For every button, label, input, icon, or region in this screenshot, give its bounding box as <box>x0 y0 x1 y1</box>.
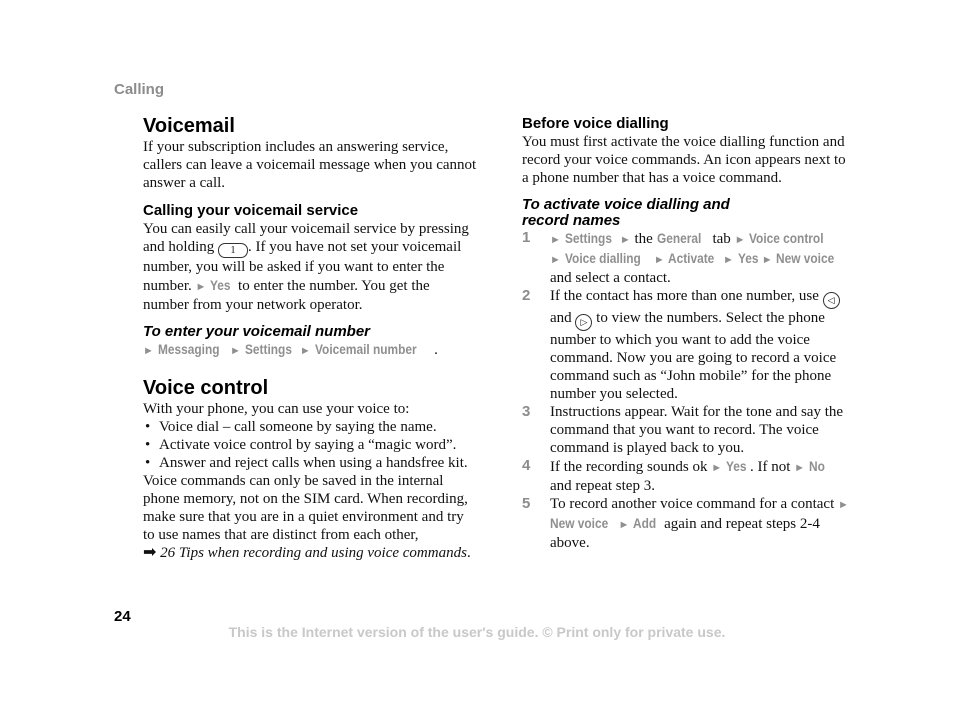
nav-voice-control: Voice control <box>749 230 824 246</box>
menu-arrow-icon: ► <box>143 345 154 357</box>
left-column <box>143 114 478 562</box>
voicemail-heading: Voicemail <box>143 115 235 137</box>
step-item: 5 To record another voice command for a contact ► New voice ► Add again and repeat steps 2-4 above. <box>522 495 849 551</box>
step-number: 4 <box>522 457 531 474</box>
enter-voicemail-path: ► Messaging ► Settings ► Voicemail number . <box>143 341 438 358</box>
step-number: 2 <box>522 287 531 304</box>
nav-general: General <box>656 230 701 246</box>
before-voice-dialling-heading: Before voice dialling <box>522 115 669 132</box>
voice-control-heading: Voice control <box>143 377 269 399</box>
voice-control-list <box>143 418 478 472</box>
menu-arrow-icon: ► <box>653 254 665 266</box>
nav-messaging: Messaging <box>157 341 220 357</box>
page-number: 24 <box>114 608 131 625</box>
menu-arrow-icon: ► <box>794 462 806 474</box>
menu-arrow-icon: ► <box>761 254 773 266</box>
step-item: 1 ► Settings ► the General tab ► Voice control ► Voice dialling ► Activate ► Yes ► New voice and select a contact. <box>522 229 835 286</box>
menu-arrow-icon: ► <box>711 462 723 474</box>
nav-add: Add <box>633 515 657 531</box>
menu-arrow-icon: ► <box>838 499 849 511</box>
arrow-right-icon: ➡ <box>143 544 157 561</box>
navigation-right-icon: ▷ <box>575 314 592 331</box>
tips-reference: ➡ 26 Tips when recording and using voice commands. <box>143 544 471 561</box>
nav-new-voice: New voice <box>776 250 835 266</box>
activate-steps <box>522 229 852 552</box>
step-number: 1 <box>522 229 531 246</box>
before-voice-dialling-text: You must first activate the voice dialling function and record your voice commands. An icon appears next to a phone number that has a voice command. <box>522 134 846 186</box>
menu-arrow-icon: ► <box>734 234 746 246</box>
step-number: 3 <box>522 403 531 420</box>
nav-voicemail-number: Voicemail number <box>314 341 417 357</box>
enter-voicemail-heading: To enter your voicemail number <box>143 323 370 340</box>
step-item: 3 Instructions appear. Wait for the tone and say the command that you want to record. The voice command is played back to you. <box>522 403 844 456</box>
menu-arrow-icon: ► <box>299 345 311 357</box>
nav-yes: Yes <box>737 250 759 266</box>
voice-control-intro: With your phone, you can use your voice to: <box>143 401 410 417</box>
voicemail-intro: If your subscription includes an answering service, callers can leave a voicemail message when you cannot answer a call. <box>143 139 477 191</box>
menu-arrow-icon: ► <box>722 254 734 266</box>
menu-arrow-icon: ► <box>619 234 631 246</box>
nav-activate: Activate <box>668 250 715 266</box>
step-item: 4 If the recording sounds ok ► Yes . If not ► No and repeat step 3. <box>522 457 825 494</box>
step-item: 2 If the contact has more than one number, use ◁ and ▷ to view the numbers. Select the phone number to which you want to add the voice command. Now you are going to record a voice command such as “John mobile” for the phone number you selected. <box>522 287 852 403</box>
nav-voice-dialling: Voice dialling <box>564 250 641 266</box>
nav-settings: Settings <box>244 341 292 357</box>
nav-yes: Yes <box>725 458 747 474</box>
nav-new-voice: New voice <box>550 515 609 531</box>
navigation-left-icon: ◁ <box>823 292 840 309</box>
activate-voice-dialling-heading: To activate voice dialling and record names <box>522 196 730 229</box>
list-item: • Activate voice control by saying a “magic word”. <box>143 436 478 454</box>
calling-voicemail-text: You can easily call your voicemail service by pressing and holding 1 . If you have not set your voicemail number, you will be asked if you want to enter the number. ► Yes to enter the number. You get the number from your network operator. <box>143 221 469 313</box>
nav-no: No <box>808 458 825 474</box>
menu-arrow-icon: ► <box>195 281 207 293</box>
menu-arrow-icon: ► <box>230 345 241 357</box>
menu-arrow-icon: ► <box>618 519 630 531</box>
list-item: • Voice dial – call someone by saying the name. <box>143 418 478 436</box>
step-number: 5 <box>522 495 531 512</box>
section-title: Calling <box>114 81 165 98</box>
voice-commands-note: Voice commands can only be saved in the internal phone memory, not on the SIM card. When recording, make sure that you are in a quiet environment and try to use names that are distinct from each other, <box>143 473 468 543</box>
menu-arrow-icon: ► <box>550 234 561 246</box>
key-1-icon: 1 <box>218 243 248 258</box>
footer-notice: This is the Internet version of the user's guide. © Print only for private use. <box>228 624 726 640</box>
right-column <box>522 115 852 552</box>
menu-arrow-icon: ► <box>550 254 561 266</box>
nav-settings: Settings <box>564 230 612 246</box>
calling-voicemail-heading: Calling your voicemail service <box>143 202 359 219</box>
nav-yes: Yes <box>210 277 231 293</box>
list-item: • Answer and reject calls when using a handsfree kit. <box>143 454 478 472</box>
